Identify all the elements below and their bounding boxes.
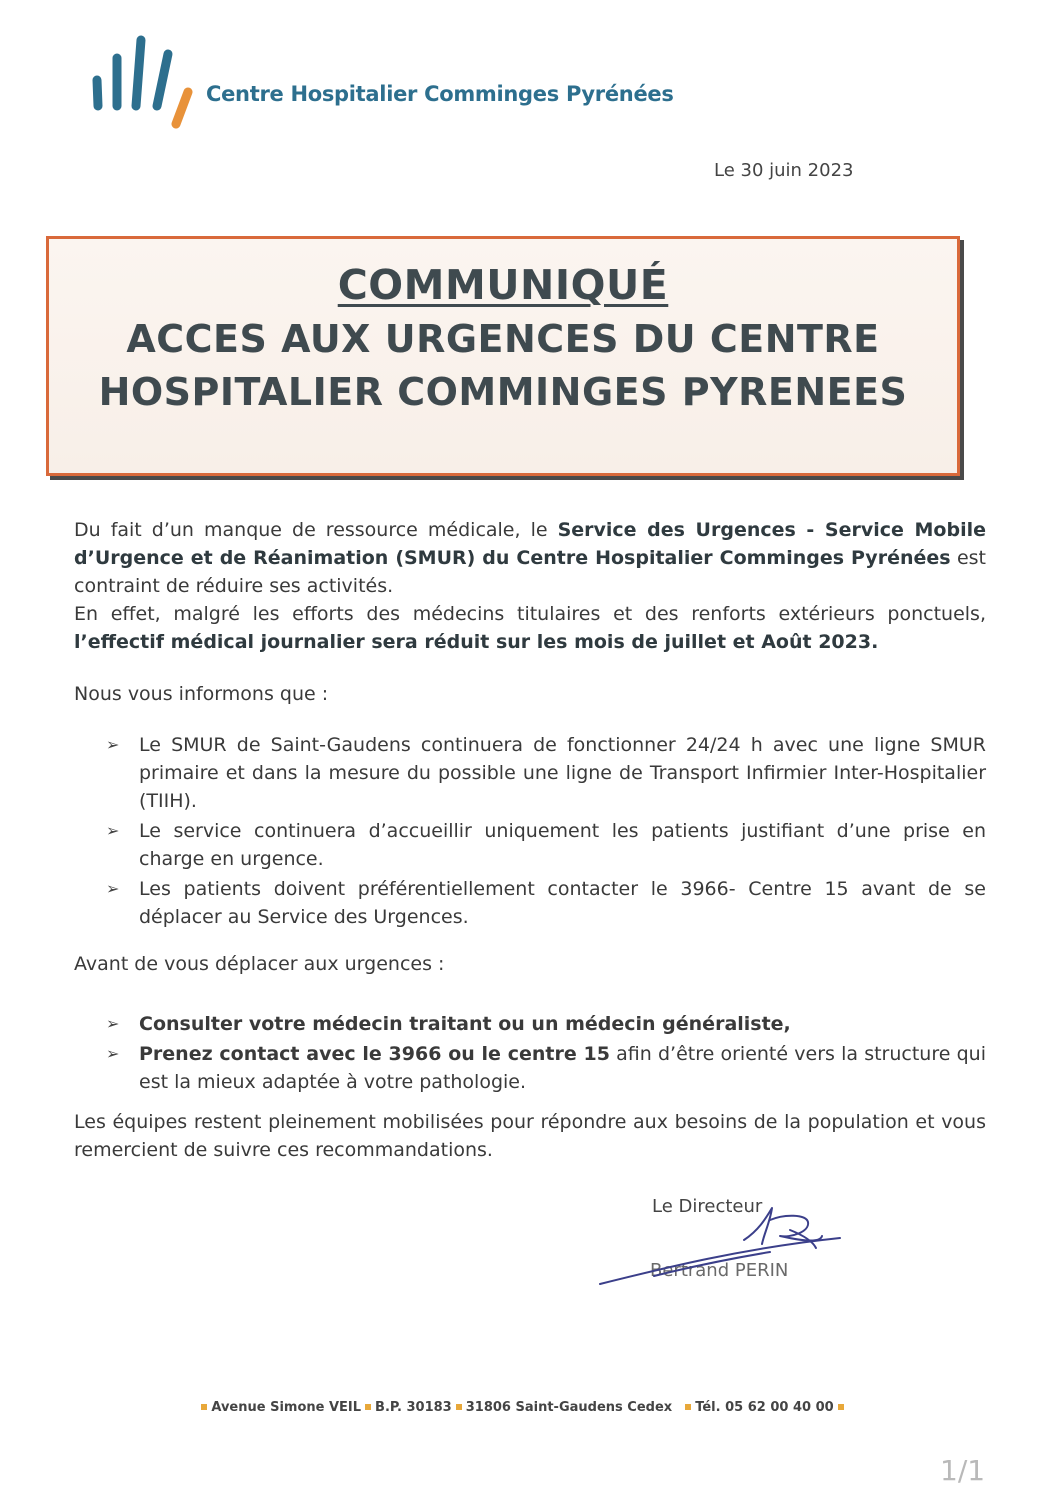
footer-phone: Tél. 05 62 00 40 00 xyxy=(695,1400,834,1415)
headline-kicker: COMMUNIQUÉ xyxy=(337,261,669,309)
intro-text-2: est contraint de réduire ses activités. xyxy=(74,547,987,597)
intro-text-1: Du fait d’un manque de ressource médicale, le xyxy=(74,519,558,541)
arrow-bullet-icon: ➢ xyxy=(106,1014,120,1033)
list-item: ➢ Les patients doivent préférentiellement contacter le 3966- Centre 15 avant de se déplacer au Service des Urgences. xyxy=(100,875,986,931)
page-number: 1/1 xyxy=(940,1454,986,1487)
inform-intro: Nous vous informons que : xyxy=(74,683,329,705)
list-item: ➢ Le service continuera d’accueillir uniquement les patients justifiant d’une prise en charge en urgence. xyxy=(100,817,986,873)
advice-list xyxy=(100,1010,986,1098)
arrow-bullet-icon: ➢ xyxy=(106,879,120,898)
organization-name: Centre Hospitalier Comminges Pyrénées xyxy=(206,82,674,106)
info-list xyxy=(100,731,986,933)
intro-staff-reduction: l’effectif médical journalier sera réduit sur les mois de juillet et Août 2023. xyxy=(74,631,879,653)
intro-text-3: En effet, malgré les efforts des médecins titulaires et des renforts extérieurs ponctuels, xyxy=(74,603,986,625)
signatory-name: Bertrand PERIN xyxy=(650,1260,789,1281)
arrow-bullet-icon: ➢ xyxy=(106,1044,120,1063)
list-item: ➢ Le SMUR de Saint-Gaudens continuera de fonctionner 24/24 h avec une ligne SMUR primaire et dans la mesure du possible une ligne de Transport Infirmier Inter-Hospitalier (TIIH). xyxy=(100,731,986,815)
hospital-logo xyxy=(88,30,198,132)
list-item: ➢ Prenez contact avec le 3966 ou le centre 15 afin d’être orienté vers la structure qui est la mieux adaptée à votre pathologie. xyxy=(100,1040,986,1096)
square-bullet-icon xyxy=(838,1404,844,1410)
intro-service-name: Service des Urgences - Service Mobile d’Urgence et de Réanimation (SMUR) du Centre Hospitalier Comminges Pyrénées xyxy=(74,519,986,569)
footer-bp: B.P. 30183 xyxy=(375,1400,452,1415)
intro-paragraph xyxy=(74,516,986,656)
square-bullet-icon xyxy=(685,1404,691,1410)
footer-city: 31806 Saint-Gaudens Cedex xyxy=(465,1400,673,1415)
handwritten-signature xyxy=(594,1200,854,1292)
arrow-bullet-icon: ➢ xyxy=(106,821,120,840)
arrow-bullet-icon: ➢ xyxy=(106,735,120,754)
footer xyxy=(0,1400,1045,1415)
headline-box xyxy=(46,236,960,476)
square-bullet-icon xyxy=(201,1404,207,1410)
footer-address: Avenue Simone VEIL xyxy=(211,1400,362,1415)
list-item: ➢ Consulter votre médecin traitant ou un médecin généraliste, xyxy=(100,1010,986,1038)
document-date: Le 30 juin 2023 xyxy=(714,160,854,181)
square-bullet-icon xyxy=(365,1404,371,1410)
signatory-title: Le Directeur xyxy=(652,1196,763,1217)
square-bullet-icon xyxy=(456,1404,462,1410)
before-intro: Avant de vous déplacer aux urgences : xyxy=(74,953,445,975)
headline-title: ACCES AUX URGENCES DU CENTRE HOSPITALIER COMMINGES PYRENEES xyxy=(98,317,908,414)
closing-paragraph: Les équipes restent pleinement mobilisées pour répondre aux besoins de la population et vous remercient de suivre ces recommandations. xyxy=(74,1111,986,1161)
